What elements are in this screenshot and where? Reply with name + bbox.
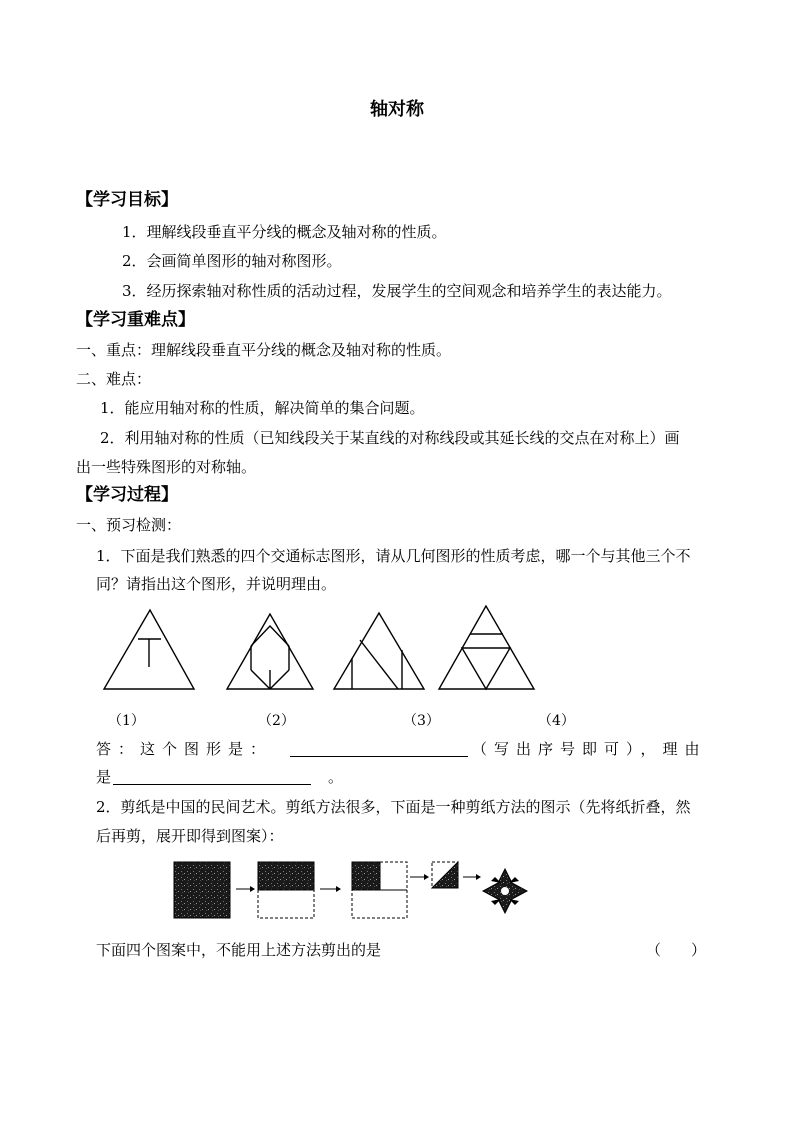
question-1a: 1．下面是我们熟悉的四个交通标志图形，请从几何图形的性质考虑，哪一个与其他三个不 xyxy=(96,547,691,565)
question-1b: 同？请指出这个图形，并说明理由。 xyxy=(96,575,337,593)
difficult-item-2a: 2．利用轴对称的性质（已知线段关于某直线的对称线段或其延长线的交点在对称上）画 xyxy=(100,429,680,447)
question-2a: 2．剪纸是中国的民间艺术。剪纸方法很多，下面是一种剪纸方法的图示（先将纸折叠，然 xyxy=(96,798,691,816)
fig-label-4: （4） xyxy=(538,713,575,729)
difficult-point: 二、难点： xyxy=(76,370,152,388)
difficult-item-2b: 出一些特殊图形的对称轴。 xyxy=(76,458,257,476)
keypoints-heading: 【学习重难点】 xyxy=(76,310,195,330)
goal-item-2: 2．会画简单图形的轴对称图形。 xyxy=(122,252,342,270)
fig-label-2: （2） xyxy=(258,713,295,729)
answer-bracket[interactable]: （ ） xyxy=(646,941,707,959)
goals-heading: 【学习目标】 xyxy=(76,190,178,210)
arrow-icon xyxy=(476,874,481,880)
key-point: 一、重点：理解线段垂直平分线的概念及轴对称的性质。 xyxy=(76,341,452,359)
paper-step-1 xyxy=(174,862,230,918)
answer-label: 答：这个图形是： xyxy=(96,740,273,758)
preview-label: 一、预习检测： xyxy=(76,516,182,534)
page-title: 轴对称 xyxy=(370,99,424,120)
answer-is-label: 是 xyxy=(96,768,112,786)
question-2b: 后再剪，展开即得到图案）： xyxy=(96,827,284,845)
paper-step-2 xyxy=(258,862,314,890)
answer-reason-label: （写出序号即可），理由 xyxy=(472,740,707,758)
arrow-icon xyxy=(424,874,429,880)
process-heading: 【学习过程】 xyxy=(76,485,178,505)
difficult-item-1: 1．能应用轴对称的性质，解决简单的集合问题。 xyxy=(100,399,425,417)
question-2c: 下面四个图案中，不能用上述方法剪出的是 xyxy=(96,941,382,959)
goal-item-3: 3．经历探索轴对称性质的活动过程，发展学生的空间观念和培养学生的表达能力。 xyxy=(122,282,672,300)
answer-period: 。 xyxy=(328,768,344,786)
arrow-icon xyxy=(336,886,341,892)
paper-step-3 xyxy=(352,862,380,890)
cut-pattern-result xyxy=(483,869,527,913)
fig-label-3: （3） xyxy=(403,713,440,729)
arrow-icon xyxy=(250,886,255,892)
fig-label-1: （1） xyxy=(108,713,145,729)
goal-item-1: 1．理解线段垂直平分线的概念及轴对称的性质。 xyxy=(122,223,447,241)
